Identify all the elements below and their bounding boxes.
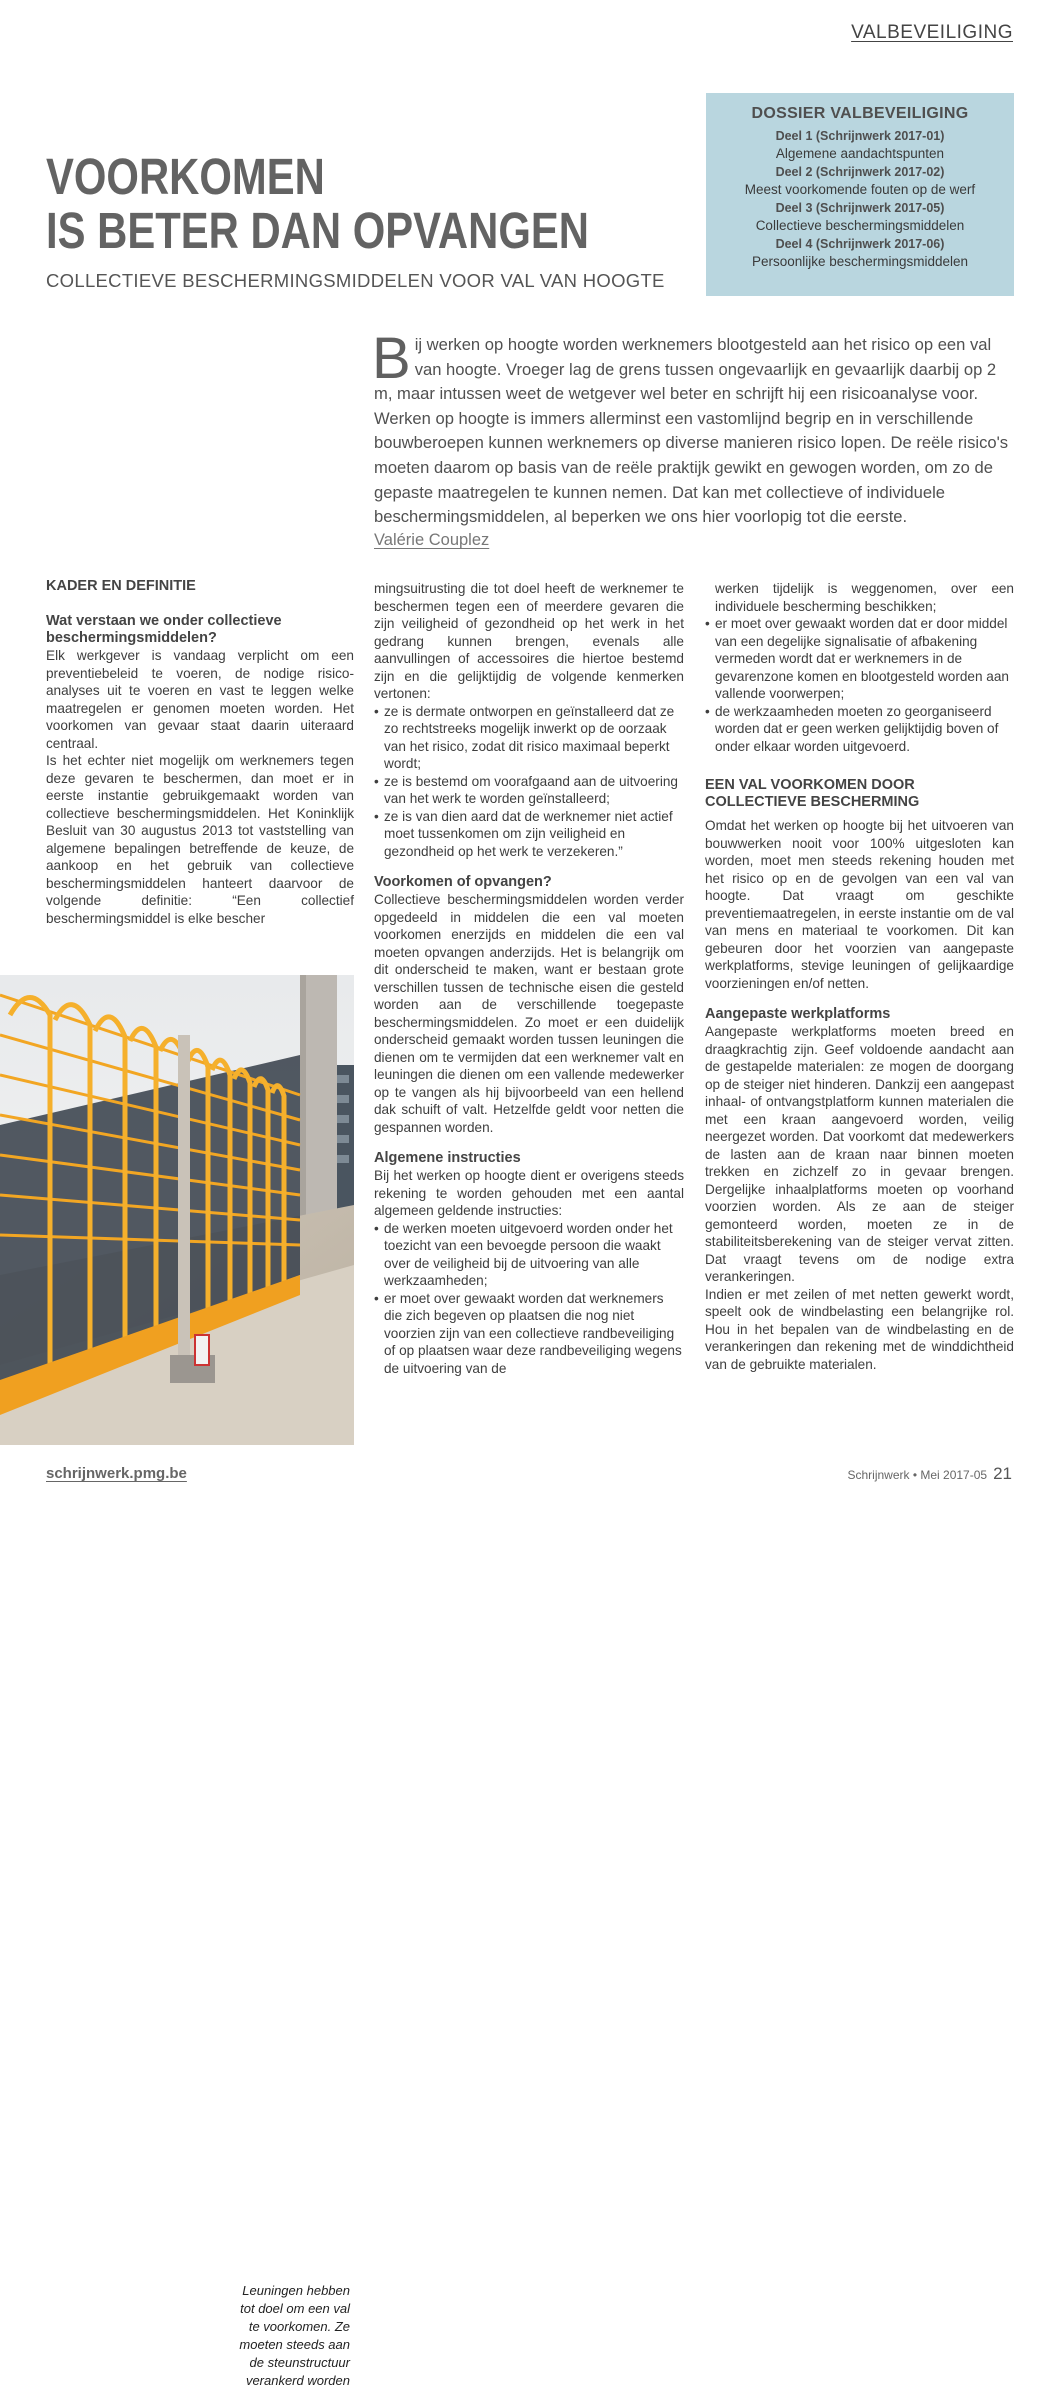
article-subtitle: COLLECTIEVE BESCHERMINGSMIDDELEN VOOR VAL VAN HOOGTE	[46, 270, 665, 291]
article-title-line-1: VOORKOMEN	[46, 148, 325, 205]
paragraph-algemeen: Bij het werken op hoogte dient er overigens steeds rekening te worden gehouden met een aantal algemeen geldende instructies:	[374, 1168, 684, 1218]
article-title-line-2: IS BETER DAN OPVANGEN	[46, 202, 589, 259]
column-3	[705, 580, 1014, 1373]
list-item: • ze is van dien aard dat de werknemer niet actief moet tussenkomen om zijn veiligheid en gezondheid op het werk te verzekeren.”	[374, 808, 684, 861]
list-item: • er moet over gewaakt worden dat er door middel van een degelijke signalisatie of afbakening vermeden wordt dat er werknemers in de gevarenzone komen en blootgesteld worden aan vallende voorwerpen;	[705, 615, 1014, 703]
dossier-topic-1: Algemene aandachtspunten	[775, 146, 945, 161]
dossier-part-3: Deel 3 (Schrijnwerk 2017-05)	[775, 201, 945, 215]
lead-text: ij werken op hoogte worden werknemers blootgesteld aan het risico op een val van hoogte. Vroeger lag de grens tussen ongevaarlijk en gevaarlijk daarbij op 2 m, maar intussen weet de wetgever wel beter en schrijft hij een risicoanalyse voor. Werken op hoogte is immers allerminst een vastomlijnd begrip en in verschillende bouwberoepen kunnen werknemers op diverse manieren risico lopen. De reële risico's moeten daarom op basis van de reële praktijk gewikt en gewogen worden, om zo de gepaste maatregelen te kunnen nemen. Dat kan met collectieve of individuele beschermingsmiddelen, al beperken we ons hier voorlopig tot die eerste.	[374, 335, 1009, 527]
instructies-vervolg: werken tijdelijk is weggenomen, over een individuele bescherming beschikken;	[715, 581, 1014, 614]
footer-issue	[847, 1464, 1012, 1484]
dossier-topic-2: Meest voorkomende fouten op de werf	[744, 182, 976, 197]
list-item: • ze is dermate ontworpen en geïnstalleerd dat ze zo rechtstreeks mogelijk inwerkt op de oorzaak van het risico, zodat dit risico maximaal beperkt wordt;	[374, 703, 684, 773]
list-item: • ze is bestemd om voorafgaand aan de uitvoering van het werk te worden geïnstalleerd;	[374, 773, 684, 808]
dossier-part-4: Deel 4 (Schrijnwerk 2017-06)	[775, 237, 945, 251]
paragraph-voorkomen: Collectieve beschermingsmiddelen worden verder opgedeeld in middelen die een val moeten voorkomen enerzijds en middelen die een val moeten opvangen anderzijds. Het is belangrijk om dit onderscheid te maken, want er bestaan grote verschillen tussen de technische eisen die gesteld worden aan de verschillende toegepaste beschermingsmiddelen. Zo moet er een duidelijk onderscheid gemaakt worden tussen leuningen die dienen om te vermijden dat een werknemer valt en leuningen die dienen om een vallende medewerker op te vangen als hij bijvoorbeeld van een hellend dak schuift of valt. Hetzelfde geldt voor netten die gespannen worden.	[374, 892, 684, 1135]
dossier-topic-3: Collectieve beschermingsmiddelen	[755, 218, 965, 233]
heading-algemene-instructies: Algemene instructies	[374, 1150, 521, 1166]
author-name: Valérie Couplez	[374, 531, 490, 549]
kenmerken-list	[374, 703, 684, 861]
heading-wat-verstaan: Wat verstaan we onder collectieve beschermingsmiddelen?	[46, 613, 282, 646]
article-title	[46, 150, 589, 258]
heading-een-val-voorkomen: EEN VAL VOORKOMEN DOOR COLLECTIEVE BESCHERMING	[705, 777, 920, 810]
paragraph-netten: Indien er met zeilen of met netten gewerkt wordt, speelt ook de windbelasting een belangrijke rol. Hou in het bepalen van de windbelasting en de verankeringen dan rekening met de winddichtheid van de gebruikte materialen.	[705, 1286, 1014, 1372]
dossier-part-1: Deel 1 (Schrijnwerk 2017-01)	[775, 129, 945, 143]
instructies-list	[374, 1220, 684, 1378]
column-2	[374, 580, 684, 1377]
drop-cap: B	[372, 326, 411, 391]
dossier-part-2: Deel 2 (Schrijnwerk 2017-02)	[775, 165, 945, 179]
issue-label: Schrijnwerk • Mei 2017-05	[847, 1468, 988, 1482]
paragraph-definitie: Is het echter niet mogelijk om werknemers tegen deze gevaren te beschermen, dan moet er in eerste instantie gebruikgemaakt worden van collectieve beschermingsmiddelen. Het Koninklijk Besluit van 30 augustus 2013 tot vaststelling van algemene bepalingen betreffende de keuze, de aankoop en het gebruik van collectieve beschermingsmiddelen hanteert daarvoor de volgende definitie: “Een collectief beschermingsmiddel is elke bescher	[46, 753, 354, 926]
paragraph-definitie-vervolg: mingsuitrusting die tot doel heeft de werknemer te beschermen tegen een of meerdere gevaren die zijn veiligheid of gezondheid op het werk in het gedrang kunnen brengen, evenals alle aanvullingen of accessoires die hiertoe bestemd zijn en die gelijktijdig de volgende kenmerken vertonen:	[374, 581, 684, 701]
heading-werkplatforms: Aangepaste werkplatforms	[705, 1006, 891, 1022]
dossier-topic-4: Persoonlijke beschermingsmiddelen	[751, 254, 969, 269]
instructies-list-vervolg	[705, 615, 1014, 755]
dossier-title: DOSSIER VALBEVEILIGING	[751, 105, 969, 122]
dossier-box	[706, 93, 1014, 296]
page-number: 21	[993, 1464, 1012, 1483]
list-item: • de werken moeten uitgevoerd worden onder het toezicht van een bevoegde persoon die waakt over de veiligheid bij de uitvoering van alle werkzaamheden;	[374, 1220, 684, 1290]
heading-voorkomen-of-opvangen: Voorkomen of opvangen?	[374, 874, 552, 890]
railing-photo-illustration	[0, 975, 354, 1445]
paragraph-preventiebeleid: Elk werkgever is vandaag verplicht om een preventiebeleid te voeren, de nodige risicoanalyses uit te voeren en vast te leggen welke maatregelen er genomen moeten worden. Het voorkomen van gevaar staat daarin uiteraard centraal.	[46, 648, 354, 751]
heading-kader: KADER EN DEFINITIE	[46, 578, 196, 594]
photo-caption: Leuningen hebben tot doel om een val te voorkomen. Ze moeten steeds aan de steunstructuur verankerd worden	[239, 2283, 350, 2388]
section-tag: VALBEVEILIGING	[851, 22, 1013, 43]
paragraph-werkplatforms: Aangepaste werkplatforms moeten breed en draagkrachtig zijn. Geef voldoende aandacht aan de gestapelde materialen: ze mogen de doorgang op de steiger niet hinderen. Dankzij een aangepast inhaal- of ontvangstplatform kunnen materialen die met een kraan aangevoerd worden, veilig neergezet worden. Dat voorkomt dat medewerkers de lasten aan de kraan naar binnen moeten trekken en zichzelf zo in gevaar brengen. Dergelijke inhaalplatforms moeten op voorhand voorzien worden. Als ze aan de steiger gemonteerd worden, moeten ze in de stabiliteitsberekening van de steiger vervat zitten. Dat vraagt tevens om de nodige extra verankeringen.	[705, 1024, 1014, 1284]
website-link[interactable]: schrijnwerk.pmg.be	[46, 1465, 187, 1482]
column-1	[46, 578, 354, 927]
lead-paragraph	[372, 326, 1014, 530]
list-item: • er moet over gewaakt worden dat werknemers die zich begeven op plaatsen die nog niet voorzien zijn van een collectieve randbeveiliging of op plaatsen waar deze randbeveiliging wegens de uitvoering van de	[374, 1290, 684, 1378]
list-item: • de werkzaamheden moeten zo georganiseerd worden dat er geen werken gelijktijdig boven of onder elkaar worden uitgevoerd.	[705, 703, 1014, 756]
paragraph-val-voorkomen: Omdat het werken op hoogte bij het uitvoeren van bouwwerken nooit voor 100% uitgesloten kan worden, moet men steeds rekening houden met het risico op en de gevolgen van een val van hoogte. Dat vraagt om geschikte preventiemaatregelen, in eerste instantie om de val van mens en materiaal te voorkomen. Dit kan gebeuren door het voorzien van aangepaste werkplatforms, stevige leuningen of gelijkaardige voorzieningen en/of netten.	[705, 818, 1014, 991]
